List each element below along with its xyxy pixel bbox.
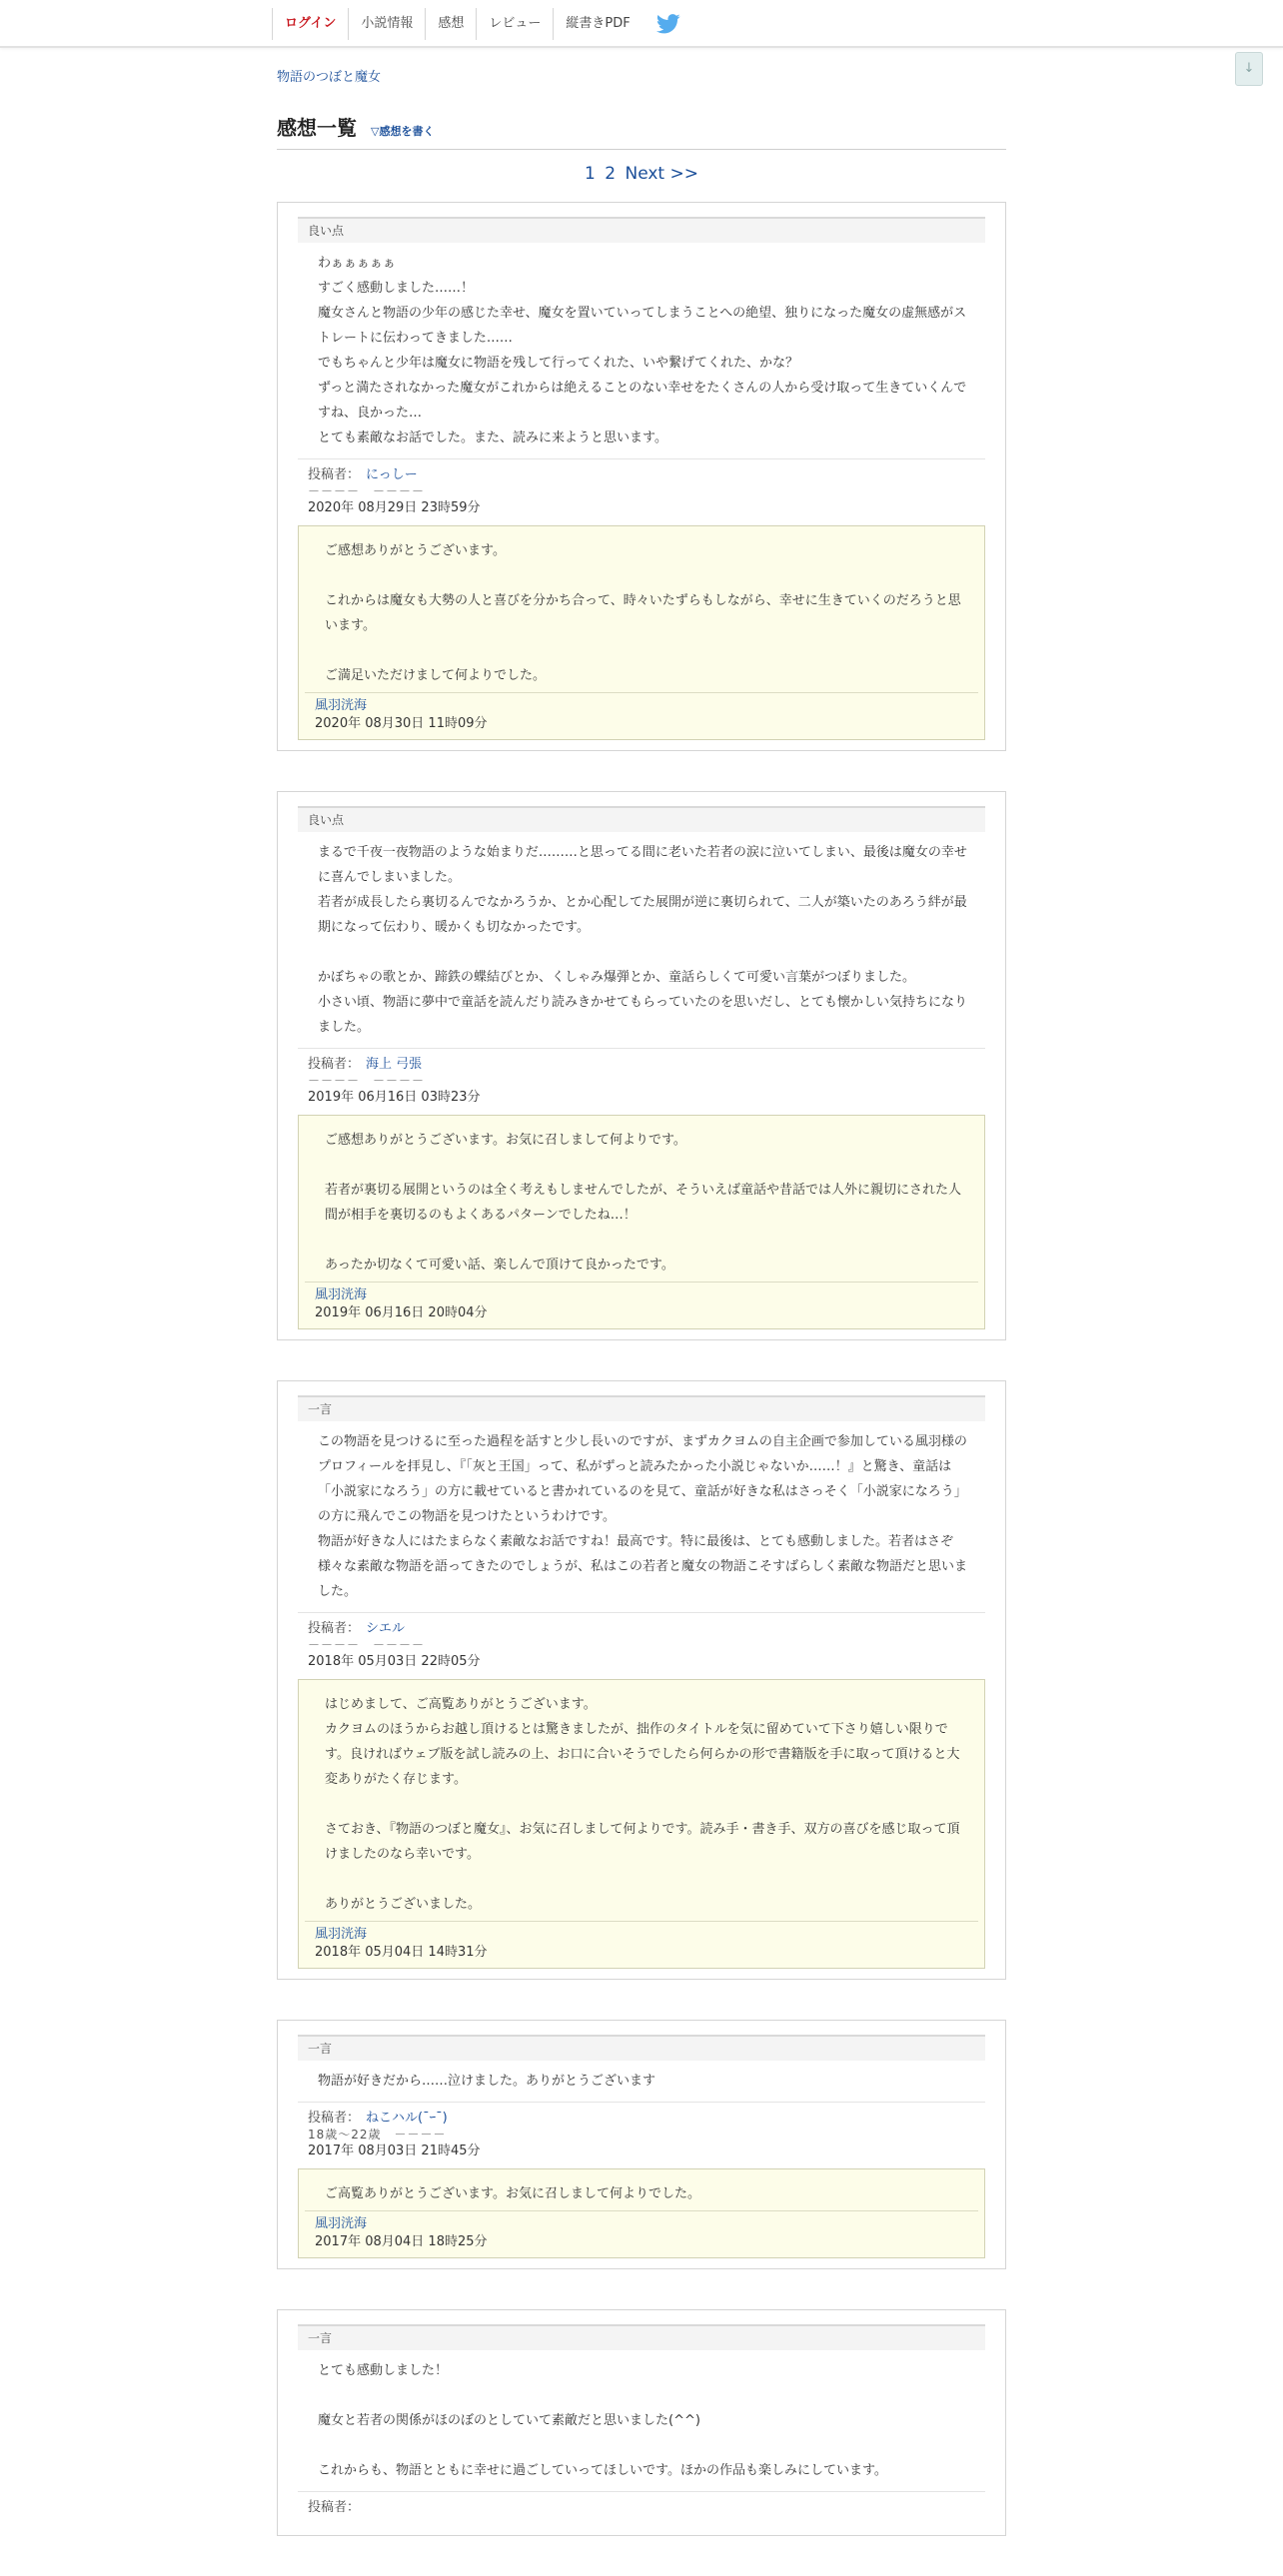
- review-text-line: 物語が好きな人にはたまらなく素敵なお話ですね！最高です。特に最後は、とても感動しました。若者はさぞ様々な素敵な物語を語ってきたのでしょうが、私はこの若者と魔女の物語こそすばらしく素敵な物語だと思いました。: [318, 1534, 968, 1599]
- reply-text-line: ご感想ありがとうございます。: [325, 543, 506, 558]
- reply-body: [305, 536, 978, 692]
- heading-row: [277, 112, 1006, 150]
- review-card: [277, 791, 1006, 1340]
- review-category: 一言: [298, 1395, 985, 1421]
- reply-text-line: [325, 1228, 972, 1253]
- review-author-row: [308, 1055, 975, 1074]
- main-nav: [272, 8, 692, 40]
- review-text-line: [318, 2433, 975, 2458]
- review-author-profile: 18歳～22歳 －－－－: [308, 2128, 447, 2142]
- reply-text-line: はじめまして、ご高覧ありがとうございます。: [325, 1697, 597, 1712]
- nav-novel-info[interactable]: 小説情報: [348, 8, 425, 40]
- reply-meta: [305, 2210, 978, 2253]
- reply-text-line: [325, 1153, 972, 1178]
- review-author-row: [308, 2109, 975, 2128]
- review-text-line: [318, 2383, 975, 2408]
- reply-author-link[interactable]: 風羽洸海: [315, 1927, 368, 1942]
- review-date: 2018年 05月03日 22時05分: [308, 1654, 481, 1669]
- reply-date: 2018年 05月04日 14時31分: [315, 1945, 488, 1960]
- review-author-link[interactable]: ねこハル(¯ｰ¯): [366, 2111, 448, 2126]
- reply-text-line: ご満足いただけまして何よりでした。: [325, 668, 547, 683]
- reply-text-line: さておき、『物語のつぼと魔女』、お気に召しまして何よりです。読み手・書き手、双方の喜びを感じ取って頂けましたのなら幸いです。: [325, 1822, 960, 1862]
- pager-page-1[interactable]: 1: [585, 164, 596, 184]
- author-reply: [298, 1115, 985, 1329]
- review-text-line: でもちゃんと少年は魔女に物語を残して行ってくれた、いや繋げてくれた、かな？: [318, 356, 799, 371]
- review-author-row: [308, 2498, 975, 2517]
- author-reply: [298, 525, 985, 740]
- review-author-profile: －－－－ －－－－: [308, 1638, 426, 1652]
- pager: [277, 164, 1006, 184]
- review-text-line: かぼちゃの歌とか、蹄鉄の蝶結びとか、くしゃみ爆弾とか、童話らしくて可愛い言葉がつぼりました。: [318, 970, 916, 985]
- reply-author-link[interactable]: 風羽洸海: [315, 2216, 368, 2231]
- breadcrumb-novel-link[interactable]: 物語のつぼと魔女: [277, 70, 382, 85]
- reply-text-line: あったか切なくて可愛い話、楽しんで頂けて良かったです。: [325, 1258, 674, 1273]
- author-reply: [298, 1679, 985, 1969]
- reply-text-line: [325, 638, 972, 663]
- review-text-line: 物語が好きだから……泣けました。ありがとうございます: [318, 2074, 656, 2089]
- review-category: 良い点: [298, 217, 985, 243]
- twitter-share-button[interactable]: [642, 14, 692, 34]
- review-card: [277, 1380, 1006, 1980]
- reply-date: 2020年 08月30日 11時09分: [315, 716, 488, 731]
- author-label: 投稿者：: [308, 2500, 361, 2515]
- author-label: 投稿者：: [308, 1621, 361, 1636]
- author-reply: [298, 2168, 985, 2258]
- review-text-line: まるで千夜一夜物語のような始まりだ………と思ってる間に老いた若者の涙に泣いてしまい、最後は魔女の幸せに喜んでしまいました。: [318, 845, 967, 885]
- reply-date: 2019年 06月16日 20時04分: [315, 1305, 488, 1320]
- review-author-profile: －－－－ －－－－: [308, 484, 426, 498]
- reply-meta: [305, 692, 978, 735]
- reply-meta: [305, 1282, 978, 1324]
- reply-body: [305, 1126, 978, 1282]
- review-text-line: ずっと満たされなかった魔女がこれからは絶えることのない幸せをたくさんの人から受け取って生きていくんですね、良かった…: [318, 381, 967, 421]
- reply-body: [305, 1690, 978, 1921]
- reply-text-line: [325, 563, 972, 588]
- review-meta: [298, 2103, 985, 2168]
- review-body: [298, 1421, 985, 1613]
- review-author-link[interactable]: 海上 弓張: [366, 1057, 423, 1072]
- reply-date: 2017年 08月04日 18時25分: [315, 2234, 488, 2249]
- review-text-line: 若者が成長したら裏切るんでなかろうか、とか心配してた展開が逆に裏切られて、二人が築いたのあろう絆が最期になって伝わり、暖かくも切なかったです。: [318, 895, 967, 935]
- write-impression-link[interactable]: ▽感想を書く: [371, 125, 435, 138]
- review-list: [277, 202, 1006, 2536]
- review-date: 2020年 08月29日 23時59分: [308, 500, 481, 515]
- review-text-line: とても感動しました！: [318, 2363, 449, 2378]
- pager-page-2[interactable]: 2: [605, 164, 617, 184]
- author-label: 投稿者：: [308, 467, 361, 482]
- nav-login[interactable]: ログイン: [272, 8, 348, 40]
- review-card: [277, 2020, 1006, 2269]
- review-text-line: この物語を見つけるに至った過程を話すと少し長いのですが、まずカクヨムの自主企画で参加している風羽様のプロフィールを拝見し、『「灰と王国」って、私がずっと読みたかった小説じゃないか……！』と驚き、童話は「小説家になろう」の方に載せていると書かれているのを見て、童話が好きな私はさっそく「小説家になろう」の方に飛んでこの物語を見つけたというわけです。: [318, 1434, 967, 1524]
- review-text-line: 魔女さんと物語の少年の感じた幸せ、魔女を置いていってしまうことへの絶望、独りになった魔女の虚無感がストレートに伝わってきました……: [318, 306, 967, 346]
- author-label: 投稿者：: [308, 1057, 361, 1072]
- review-author-link[interactable]: シエル: [366, 1621, 406, 1636]
- top-navigation-bar: [0, 0, 1283, 48]
- reply-author-link[interactable]: 風羽洸海: [315, 1288, 368, 1302]
- review-meta: [298, 1613, 985, 1679]
- review-author-profile: －－－－ －－－－: [308, 1074, 426, 1088]
- review-author-row: [308, 465, 975, 484]
- nav-reviews[interactable]: レビュー: [476, 8, 553, 40]
- reply-author-link[interactable]: 風羽洸海: [315, 698, 368, 713]
- reply-text-line: カクヨムのほうからお越し頂けるとは驚きましたが、拙作のタイトルを気に留めていて下さり嬉しい限りです。良ければウェブ版を試し読みの上、お口に合いそうでしたら何らかの形で書籍版を手に取って頂けると大変ありがたく存じます。: [325, 1722, 960, 1787]
- review-text-line: 小さい頃、物語に夢中で童話を読んだり読みきかせてもらっていたのを思いだし、とても懐かしい気持ちになりました。: [318, 995, 968, 1035]
- review-body: [298, 2061, 985, 2103]
- nav-impressions[interactable]: 感想: [425, 8, 476, 40]
- review-body: [298, 2350, 985, 2492]
- reply-text-line: これからは魔女も大勢の人と喜びを分かち合って、時々いたずらもしながら、幸せに生きていくのだろうと思います。: [325, 593, 961, 633]
- review-text-line: [318, 940, 975, 965]
- review-meta: [298, 1049, 985, 1115]
- reply-text-line: ありがとうございました。: [325, 1897, 482, 1912]
- review-text-line: わぁぁぁぁぁ: [318, 256, 396, 271]
- review-body: [298, 243, 985, 459]
- reply-text-line: [325, 1867, 972, 1892]
- review-date: 2017年 08月03日 21時45分: [308, 2144, 481, 2158]
- twitter-bird-icon: [656, 14, 680, 34]
- review-text-line: すごく感動しました……！: [318, 281, 475, 296]
- pager-next[interactable]: Next >>: [625, 164, 698, 184]
- review-card: [277, 202, 1006, 751]
- page-title: 感想一覧: [277, 116, 357, 140]
- reply-text-line: 若者が裏切る展開というのは全く考えもしませんでしたが、そういえば童話や昔話では人外に親切にされた人間が相手を裏切るのもよくあるパターンでしたね…！: [325, 1183, 962, 1223]
- reply-text-line: [325, 1792, 972, 1817]
- review-body: [298, 832, 985, 1049]
- scroll-down-button[interactable]: ↓: [1235, 52, 1263, 86]
- review-text-line: これからも、物語とともに幸せに過ごしていってほしいです。ほかの作品も楽しみにしています。: [318, 2463, 887, 2478]
- author-label: 投稿者：: [308, 2111, 361, 2126]
- nav-vertical-pdf[interactable]: 縦書きPDF: [553, 8, 642, 40]
- review-meta: [298, 459, 985, 525]
- review-author-row: [308, 1619, 975, 1638]
- review-text-line: 魔女と若者の関係がほのぼのとしていて素敵だと思いました(^^): [318, 2413, 700, 2428]
- reply-text-line: ご高覧ありがとうございます。お気に召しまして何よりでした。: [325, 2186, 700, 2201]
- review-category: 良い点: [298, 806, 985, 832]
- review-category: 一言: [298, 2324, 985, 2350]
- main-content: [277, 66, 1006, 2576]
- reply-meta: [305, 1921, 978, 1964]
- review-meta: [298, 2492, 985, 2525]
- reply-body: [305, 2179, 978, 2210]
- review-author-link[interactable]: にっしー: [366, 467, 418, 482]
- review-date: 2019年 06月16日 03時23分: [308, 1090, 481, 1105]
- review-text-line: とても素敵なお話でした。また、読みに来ようと思います。: [318, 430, 667, 445]
- review-category: 一言: [298, 2035, 985, 2061]
- reply-text-line: ご感想ありがとうございます。お気に召しまして何よりです。: [325, 1133, 686, 1148]
- review-card: [277, 2309, 1006, 2536]
